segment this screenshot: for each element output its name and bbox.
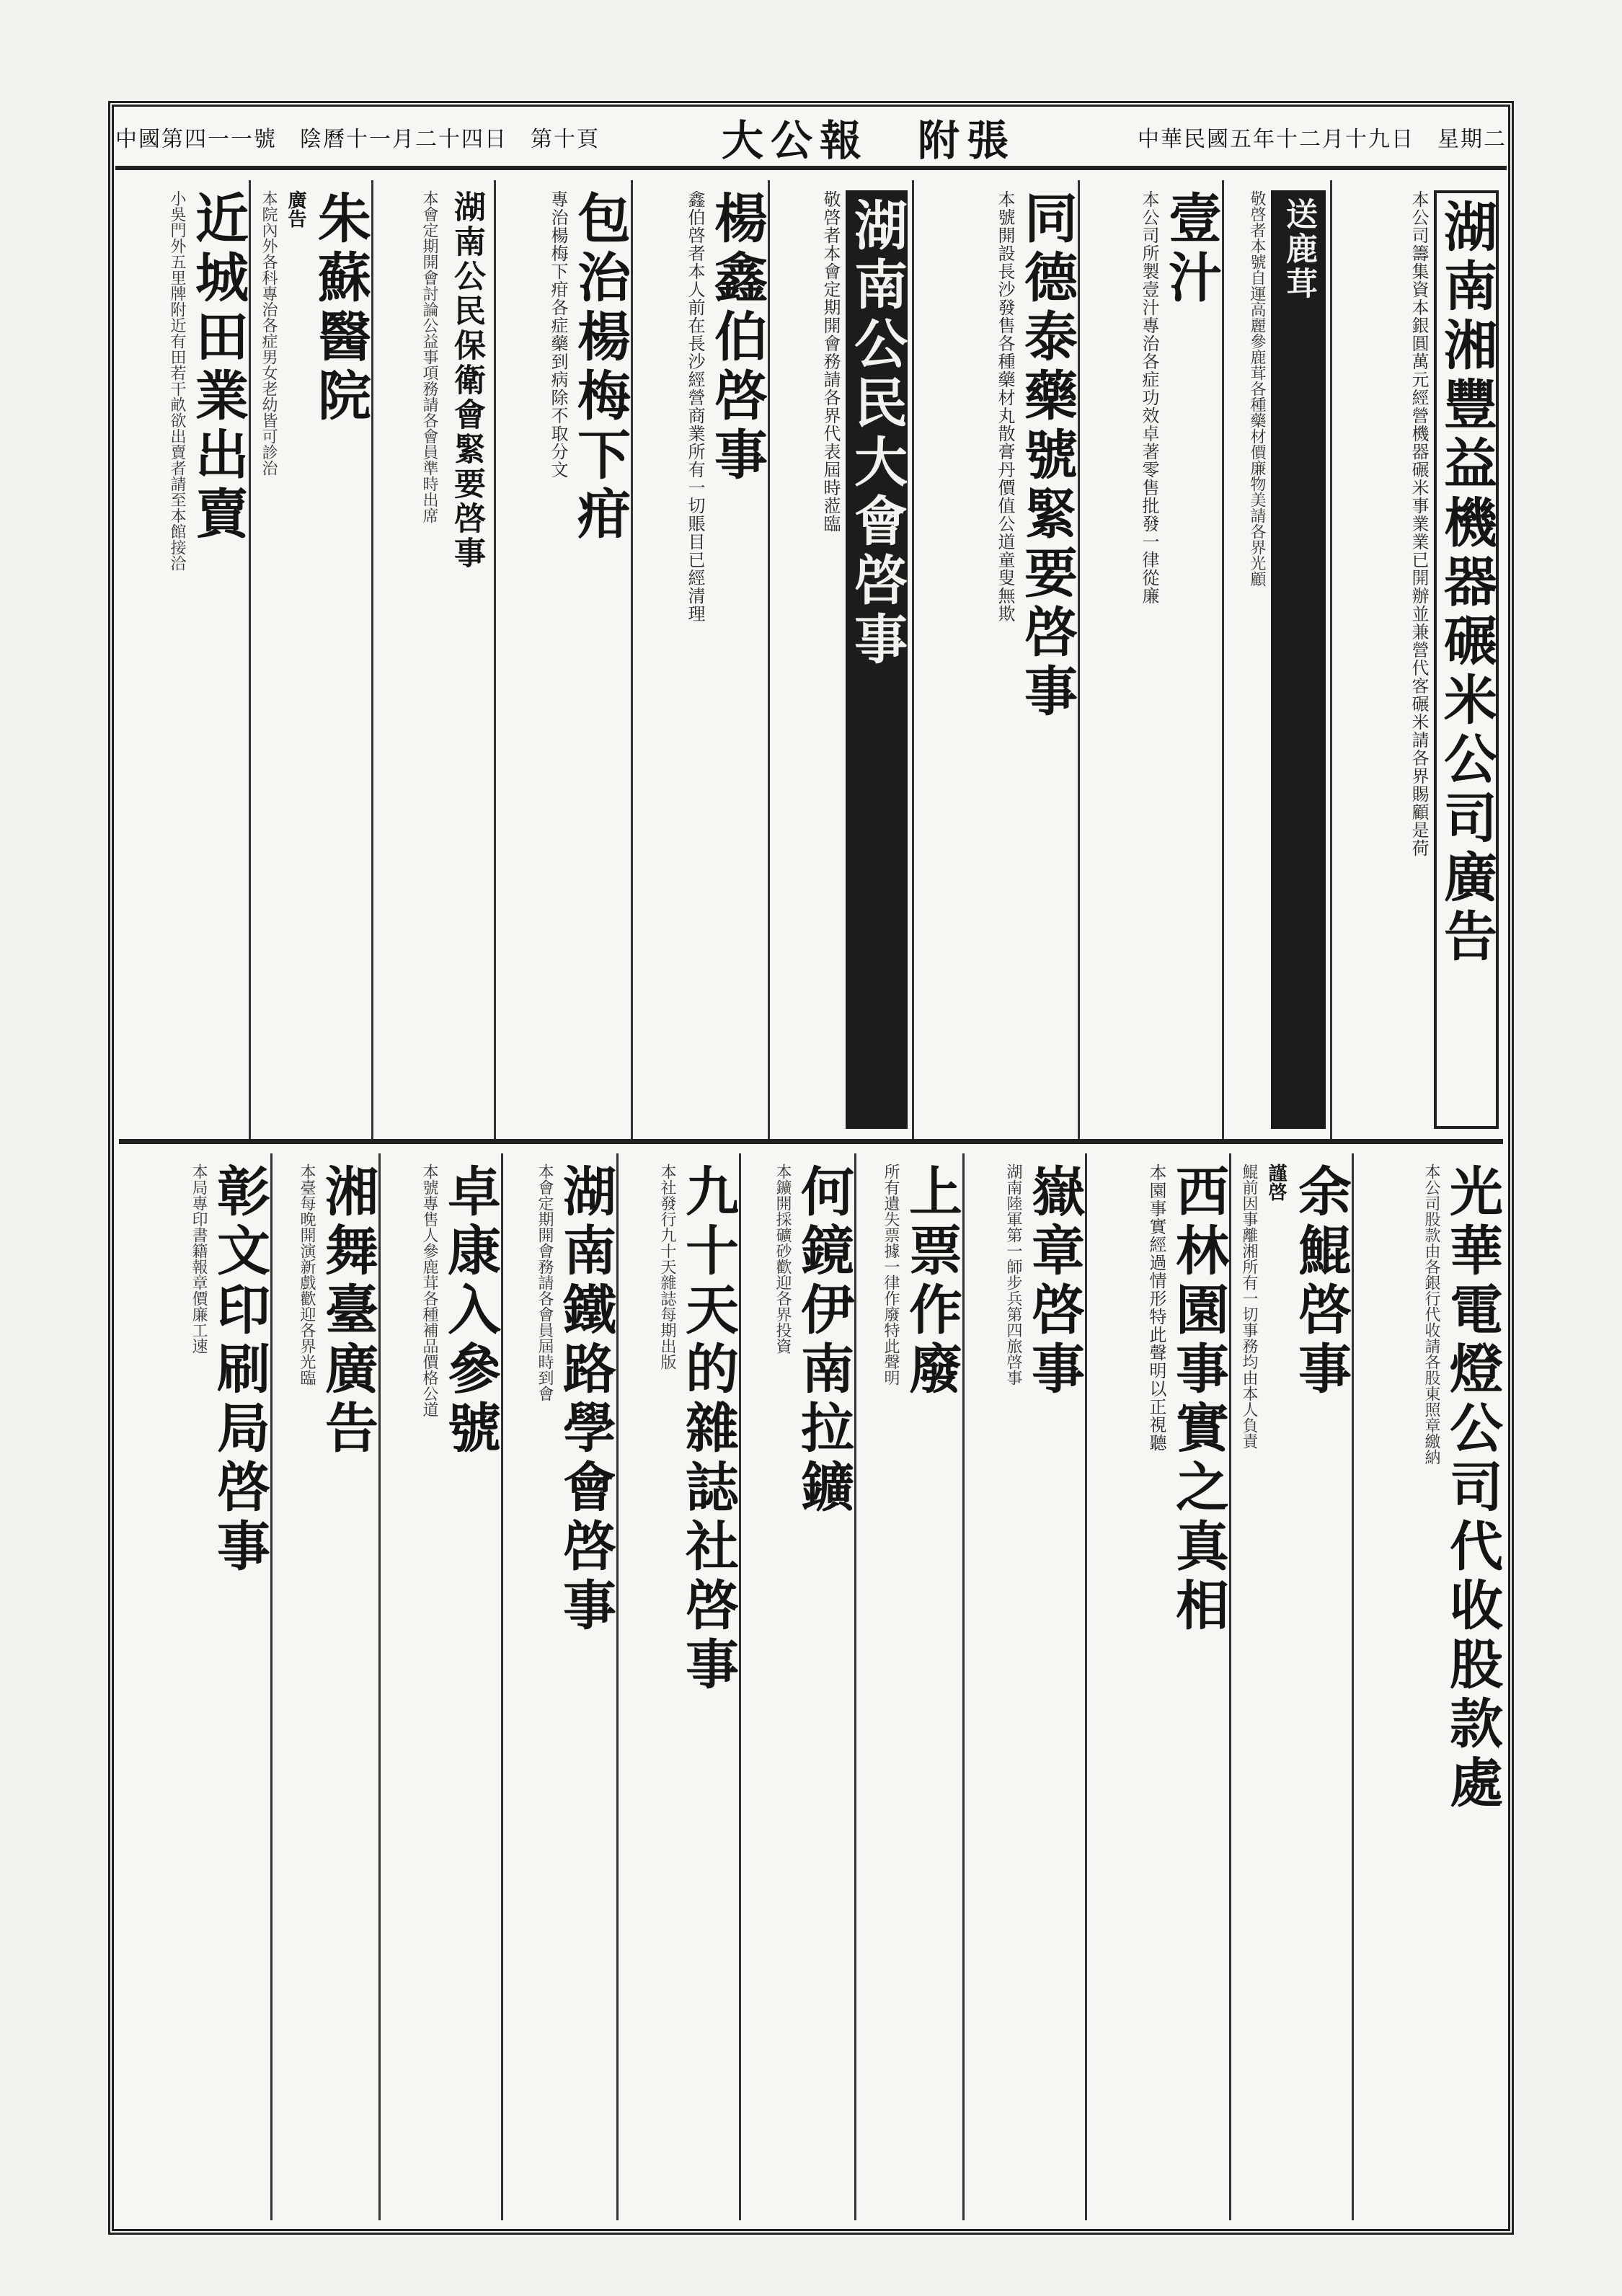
ad-column [378, 1153, 501, 2220]
ad-column [912, 180, 1078, 1139]
ad-tag: 廣告 [285, 190, 306, 228]
ad-body: 專治楊梅下疳各症藥到病除不取分文 [548, 190, 568, 479]
ad-column [494, 180, 631, 1139]
header-right-info: 中國第四一一號 陰曆十一月二十四日 第十頁 [115, 127, 600, 152]
ad-body: 本會定期開會討論公益事項務請各會員準時出席 [420, 190, 438, 523]
ad-body: 本局專印書籍報章價廉工速 [190, 1163, 208, 1354]
ad-body: 本臺每晚開演新戲歡迎各界光臨 [298, 1163, 316, 1386]
ad-column [133, 1153, 270, 2220]
ad-title: 壹汁 [1160, 190, 1222, 309]
ad-title: 西林園事實之真相 [1167, 1163, 1229, 1636]
ad-body: 敬啓者本號自運高麗參鹿茸各種藥材價廉物美請各界光顧 [1248, 190, 1266, 587]
ad-body: 本公司籌集資本銀圓萬元經營機器碾米事業業已開辦並兼營代客碾米請各界賜顧是荷 [1409, 190, 1429, 857]
ad-title: 卓康入參號 [439, 1163, 501, 1459]
ad-column [1330, 180, 1503, 1139]
ad-title: 九十天的雜誌社啓事 [677, 1163, 739, 1696]
ad-column [371, 180, 494, 1139]
ad-body: 本園事實經過情形特此聲明以正視聽 [1146, 1163, 1166, 1452]
ad-title: 彰文印刷局啓事 [208, 1163, 270, 1577]
ad-tag: 謹啓 [1265, 1163, 1287, 1201]
ad-column [1229, 1153, 1352, 2220]
ad-title: 近城田業出賣 [187, 190, 249, 545]
ad-title: 送鹿茸 [1271, 190, 1326, 1129]
ad-column [854, 1153, 962, 2220]
page-header [115, 108, 1507, 170]
ad-title: 嶽章啓事 [1023, 1163, 1085, 1400]
ad-title: 楊鑫伯啓事 [706, 190, 768, 486]
ad-title: 何鏡伊南拉鑛 [792, 1163, 854, 1518]
top-section [119, 180, 1503, 1144]
ad-title: 余鯤啓事 [1290, 1163, 1352, 1400]
ad-body: 本公司所製壹汁專治各症功效卓著零售批發一律從廉 [1139, 190, 1159, 605]
ad-column [1352, 1153, 1503, 2220]
ad-body: 本鑛開採礦砂歡迎各界投資 [774, 1163, 792, 1354]
ad-title: 湖南鐵路學會啓事 [554, 1163, 616, 1636]
ad-column [1085, 1153, 1229, 2220]
ad-body: 鯤前因事離湘所有一切事務均由本人負責 [1240, 1163, 1258, 1449]
ad-title: 光華電燈公司代收股款處 [1441, 1163, 1503, 1814]
ad-body: 本號專售人參鹿茸各種補品價格公道 [420, 1163, 438, 1417]
ad-title: 包治楊梅下疳 [569, 190, 631, 545]
ad-body: 本號開設長沙發售各種藥材丸散膏丹價值公道童叟無欺 [995, 190, 1015, 623]
ad-body: 本院內外各科專治各症男女老幼皆可診治 [260, 190, 278, 476]
ad-title: 朱蘇醫院 [309, 190, 371, 427]
ad-column [1222, 180, 1330, 1139]
ad-column [133, 180, 249, 1139]
ad-column [270, 1153, 378, 2220]
ad-title: 湖南公民大會啓事 [846, 190, 908, 1129]
ad-column [501, 1153, 616, 2220]
masthead: 大公報 附張 [721, 116, 1016, 165]
bottom-section [119, 1153, 1503, 2220]
ad-title: 湖南公民保衛會緊要啓事 [448, 190, 485, 571]
ad-column [768, 180, 912, 1139]
ad-column [249, 180, 371, 1139]
ad-body: 所有遺失票據一律作廢特此聲明 [882, 1163, 900, 1386]
ad-body: 本社發行九十天雜誌每期出版 [658, 1163, 676, 1370]
ad-column [962, 1153, 1085, 2220]
ad-column [631, 180, 768, 1139]
ad-body: 敬啓者本會定期開會務請各界代表屆時蒞臨 [820, 190, 841, 533]
ad-title: 湖南湘豐益機器碾米公司廣告 [1434, 190, 1499, 1129]
ad-body: 鑫伯啓者本人前在長沙經營商業所有一切賬目已經清理 [685, 190, 705, 623]
ad-body: 本會定期開會務請各會員屆時到會 [536, 1163, 554, 1401]
ad-column [739, 1153, 854, 2220]
ad-title: 上票作廢 [900, 1163, 962, 1400]
ad-column [616, 1153, 739, 2220]
ad-title: 湘舞臺廣告 [316, 1163, 378, 1459]
ad-body: 小吳門外五里牌附近有田若干畝欲出賣者請至本館接洽 [168, 190, 186, 571]
ad-title: 同德泰藥號緊要啓事 [1016, 190, 1078, 722]
ad-column [1078, 180, 1222, 1139]
header-left-info: 中華民國五年十二月十九日 星期二 [1137, 127, 1507, 152]
ad-body: 本公司股款由各銀行代收請各股東照章繳納 [1422, 1163, 1440, 1465]
ad-body: 湖南陸軍第一師步兵第四旅啓事 [1004, 1163, 1022, 1386]
